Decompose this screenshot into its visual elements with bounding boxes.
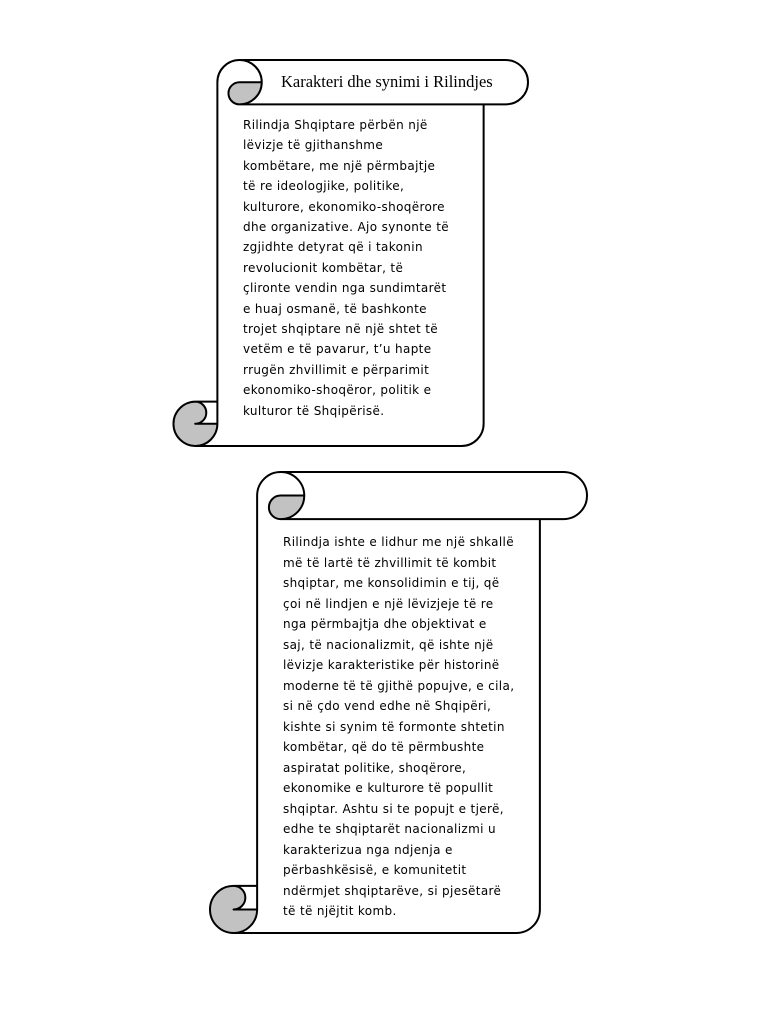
scroll-2-body-line: ndërmjet shqiptarëve, si pjesëtarë <box>283 883 502 898</box>
scroll-1-body-line: rrugën zhvillimit e përparimit <box>243 362 430 377</box>
scroll-1-body-line: çlironte vendin nga sundimtarët <box>243 281 447 296</box>
scroll-1-body-line: e huaj osmanë, të bashkonte <box>243 301 427 316</box>
scroll-2-body-line: karakterizua nga ndjenja e <box>283 842 453 857</box>
scroll-1-body-line: Rilindja Shqiptare përbën një <box>243 118 428 132</box>
scroll-1-body-line: zgjidhte detyrat që i takonin <box>243 240 423 255</box>
scroll-2-body-line: përbashkësisë, e komunitetit <box>283 863 467 877</box>
scroll-2-body-line: të të njëjtit komb. <box>283 904 397 918</box>
scroll-1-title: Karakteri dhe synimi i Rilindjes <box>281 72 493 91</box>
scroll-1-body-line: kulturore, ekonomiko-shoqërore <box>243 199 445 214</box>
scroll-2-body-line: shqiptar, me konsolidimin e tij, që <box>283 576 500 590</box>
scroll-1-body-line: dhe organizative. Ajo synonte të <box>243 220 449 235</box>
scroll-1-body-line: të re ideologjike, politike, <box>243 179 405 194</box>
scroll-1-body-line: ekonomiko-shoqëror, politik e <box>243 383 432 398</box>
scroll-1-body <box>243 115 449 421</box>
scroll-2-body-line: saj, të nacionalizmit, që ishte një <box>283 637 494 652</box>
scroll-2-body-line: kombëtar, që do të përmbushte <box>283 740 485 754</box>
scroll-2-body-line: nga përmbajtja dhe objektivat e <box>283 617 487 631</box>
scroll-2-body-line: Rilindja ishte e lidhur me një shkallë <box>283 535 514 549</box>
scroll-1-body-line: trojet shqiptare në një shtet të <box>243 322 438 337</box>
scroll-1-body-line: kombëtare, me një përmbajtje <box>243 158 436 173</box>
scroll-1-body-line: kulturor të Shqipërisë. <box>243 403 385 418</box>
scroll-2-body-line: edhe te shqiptarët nacionalizmi u <box>283 822 496 836</box>
scroll-2-body-line: si në çdo vend edhe në Shqipëri, <box>283 699 492 713</box>
scroll-2-body-line: më të lartë të zhvillimit të kombit <box>283 555 497 570</box>
scroll-2-body-line: kishte si synim të formonte shtetin <box>283 719 505 734</box>
scroll-2-body-line: aspiratat politike, shoqërore, <box>283 760 467 775</box>
scroll-1-body-line: revolucionit kombëtar, të <box>243 260 404 275</box>
scroll-2-body-line: çoi në lindjen e një lëvizjeje të re <box>283 596 494 611</box>
scroll-1-body-line: lëvizje të gjithanshme <box>243 138 384 153</box>
scroll-2-body-line: lëvizje karakteristike për historinë <box>283 658 500 672</box>
scroll-2-body-line: shqiptar. Ashtu si te popujt e tjerë, <box>283 801 504 816</box>
scroll-2-body-line: moderne të të gjithë popujve, e cila, <box>283 678 515 693</box>
scroll-2-body-line: ekonomike e kulturore të popullit <box>283 781 494 795</box>
scroll-1-body-line: vetëm e të pavarur, t’u hapte <box>243 342 432 357</box>
scroll-2-body <box>283 532 514 922</box>
